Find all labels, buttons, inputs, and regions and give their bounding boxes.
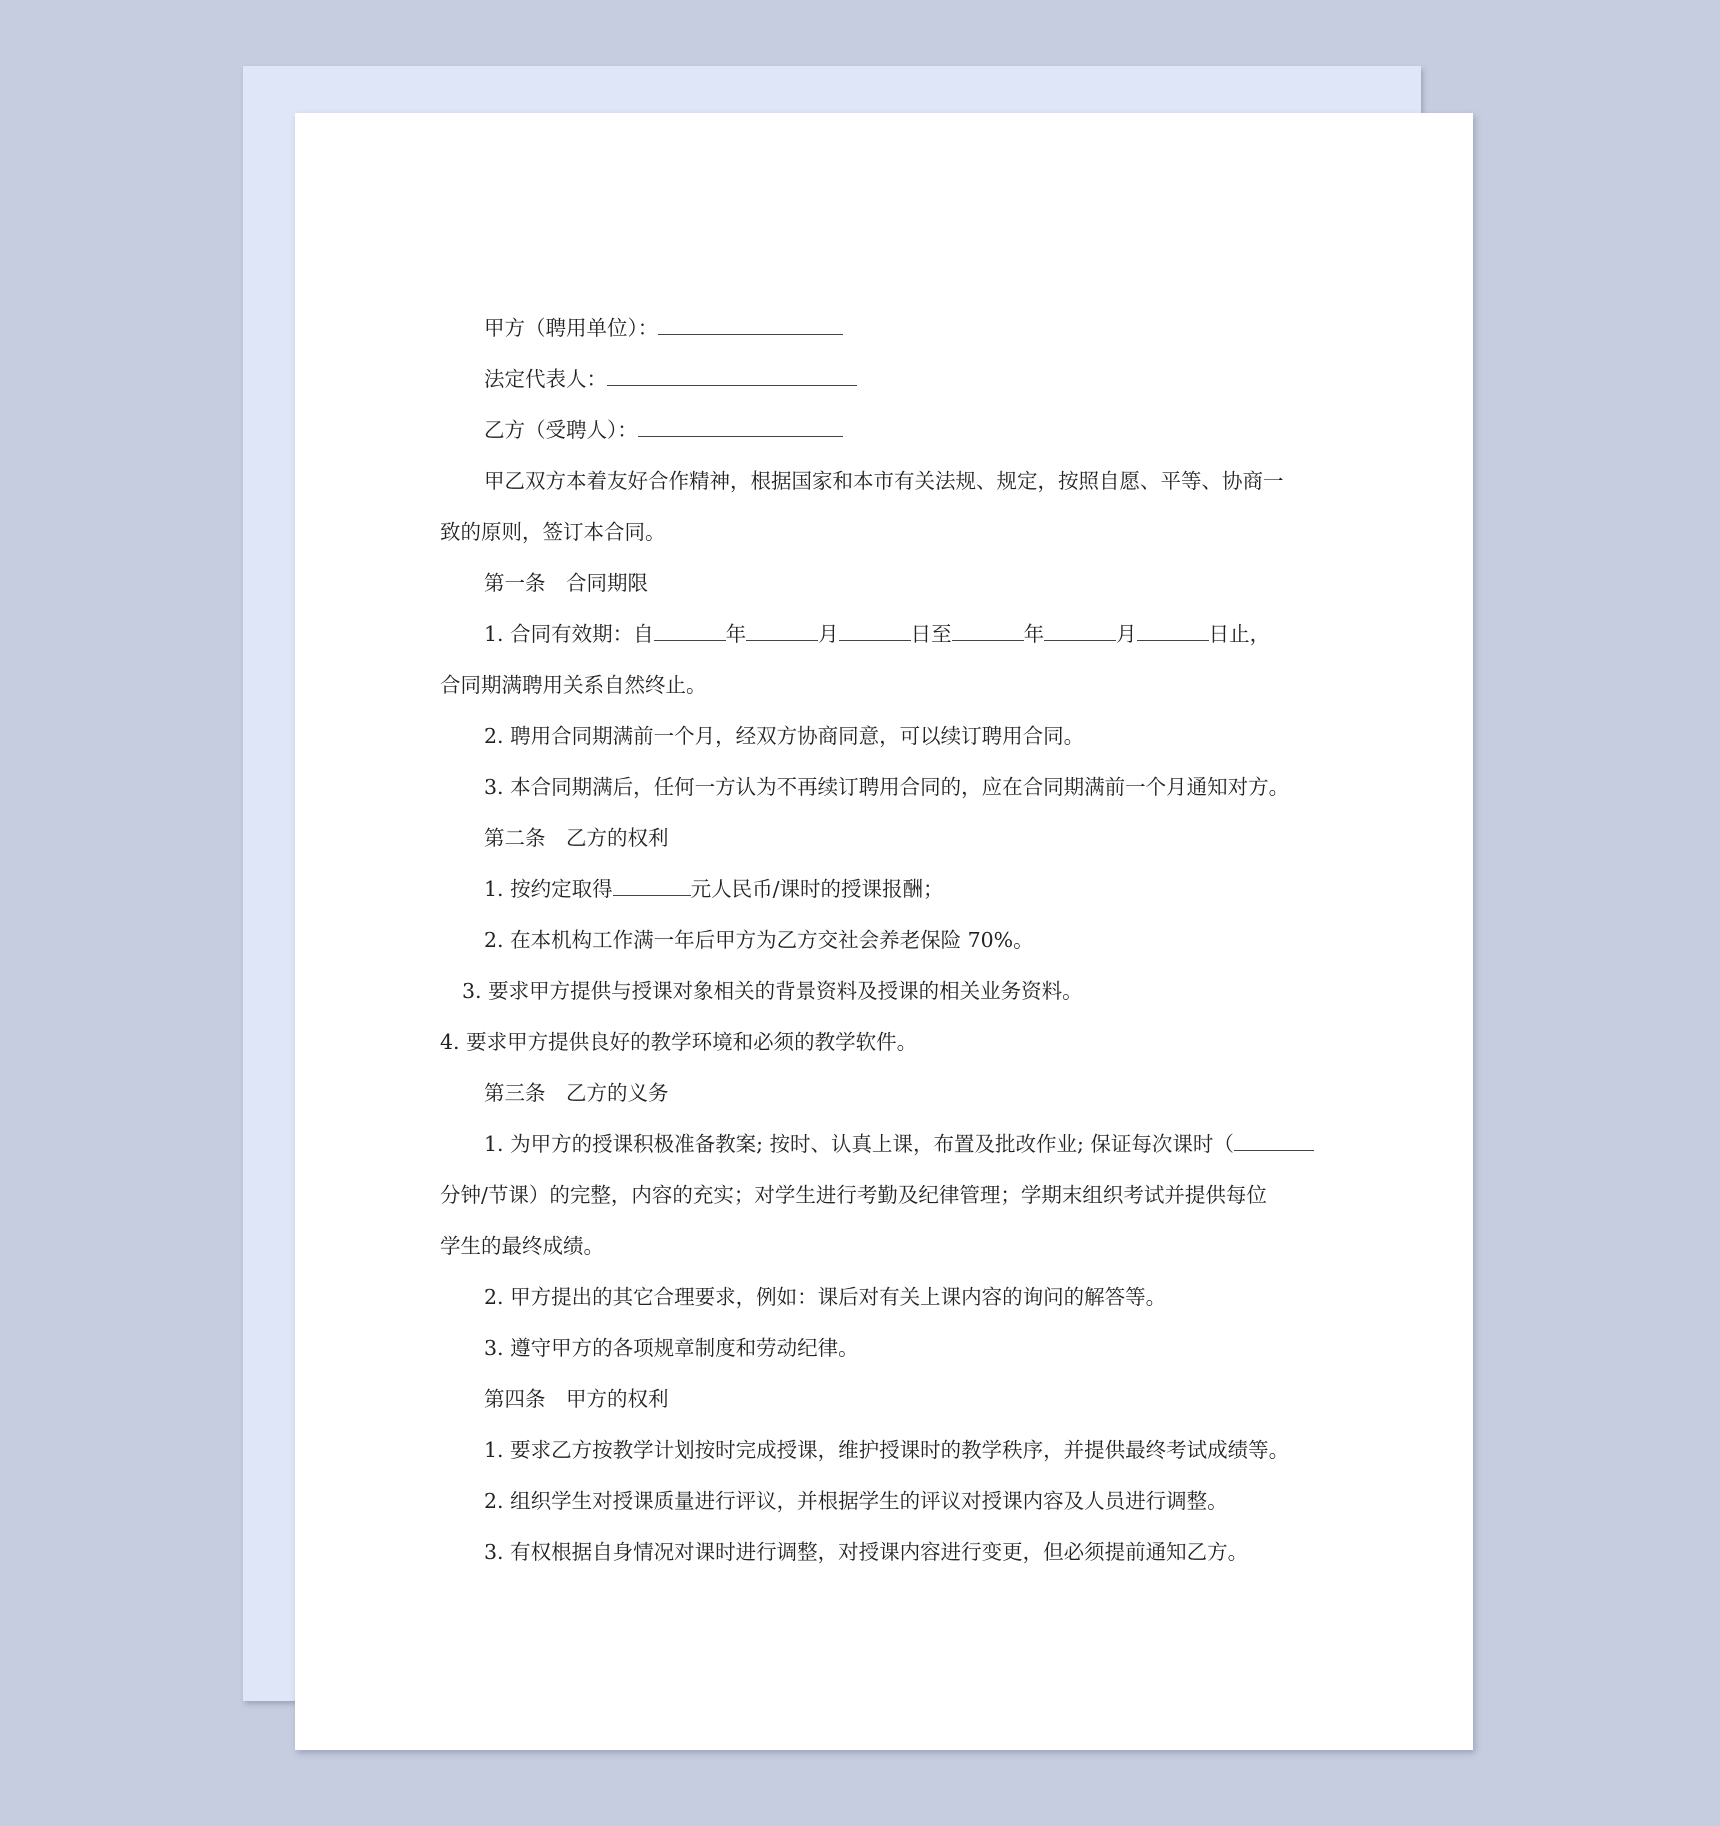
party-b-blank[interactable] bbox=[638, 418, 843, 437]
article-2-item-4: 4. 要求甲方提供良好的教学环境和必须的教学软件。 bbox=[440, 1030, 918, 1054]
party-a-line bbox=[440, 303, 1330, 354]
party-b-line bbox=[440, 405, 1330, 456]
party-a-blank[interactable] bbox=[658, 316, 843, 335]
month-label: 月 bbox=[1116, 622, 1137, 646]
year-label: 年 bbox=[725, 622, 747, 646]
article-4-item-2: 2. 组织学生对授课质量进行评议，并根据学生的评议对授课内容及人员进行调整。 bbox=[484, 1489, 1228, 1513]
start-month-blank[interactable] bbox=[746, 622, 818, 641]
year-label: 年 bbox=[1023, 622, 1045, 646]
legal-rep-line bbox=[440, 354, 1330, 405]
article-2-title: 第二条 乙方的权利 bbox=[484, 826, 669, 850]
intro-line-2: 致的原则，签订本合同。 bbox=[440, 520, 666, 544]
article-3-item-1 bbox=[440, 1119, 1330, 1170]
start-year-blank[interactable] bbox=[654, 622, 726, 641]
fee-label: 1. 按约定取得 bbox=[484, 877, 613, 901]
intro-line-1: 甲乙双方本着友好合作精神，根据国家和本市有关法规、规定，按照自愿、平等、协商一 bbox=[484, 469, 1284, 493]
article-3-item-1-line-2: 分钟/节课）的完整，内容的充实；对学生进行考勤及纪律管理；学期末组织考试并提供每位 bbox=[440, 1183, 1267, 1207]
article-3-item-3: 3. 遵守甲方的各项规章制度和劳动纪律。 bbox=[484, 1336, 859, 1360]
legal-rep-blank[interactable] bbox=[607, 367, 857, 386]
document-page bbox=[295, 113, 1473, 1750]
party-a-label: 甲方（聘用单位）： bbox=[484, 316, 659, 340]
article-1-item-2: 2. 聘用合同期满前一个月，经双方协商同意，可以续订聘用合同。 bbox=[484, 724, 1085, 748]
article-1-item-1-line-2: 合同期满聘用关系自然终止。 bbox=[440, 673, 707, 697]
fee-unit: 元人民币/课时的授课报酬； bbox=[690, 877, 944, 901]
article-4-item-3: 3. 有权根据自身情况对课时进行调整，对授课内容进行变更，但必须提前通知乙方。 bbox=[484, 1540, 1249, 1564]
end-day-blank[interactable] bbox=[1137, 622, 1209, 641]
article-1-item-3: 3. 本合同期满后，任何一方认为不再续订聘用合同的，应在合同期满前一个月通知对方。 bbox=[484, 775, 1290, 799]
day-end-label: 日止， bbox=[1208, 622, 1271, 646]
end-month-blank[interactable] bbox=[1044, 622, 1116, 641]
article-3-item-2: 2. 甲方提出的其它合理要求，例如：课后对有关上课内容的询问的解答等。 bbox=[484, 1285, 1167, 1309]
article-1-item-1 bbox=[440, 609, 1330, 660]
article-2-item-1 bbox=[440, 864, 1330, 915]
article-3-title: 第三条 乙方的义务 bbox=[484, 1081, 669, 1105]
start-day-blank[interactable] bbox=[839, 622, 911, 641]
minutes-blank[interactable] bbox=[1234, 1132, 1314, 1151]
article-3-item-1-line-3: 学生的最终成绩。 bbox=[440, 1234, 604, 1258]
fee-blank[interactable] bbox=[613, 877, 691, 896]
article-1-title: 第一条 合同期限 bbox=[484, 571, 648, 595]
legal-rep-label: 法定代表人： bbox=[484, 367, 607, 391]
day-to-label: 日至 bbox=[910, 622, 952, 646]
contract-body bbox=[440, 303, 1330, 1578]
duty-text: 1. 为甲方的授课积极准备教案; 按时、认真上课，布置及批改作业; 保证每次课时（ bbox=[484, 1132, 1234, 1156]
article-4-title: 第四条 甲方的权利 bbox=[484, 1387, 669, 1411]
article-2-item-3: 3. 要求甲方提供与授课对象相关的背景资料及授课的相关业务资料。 bbox=[462, 979, 1083, 1003]
month-label: 月 bbox=[818, 622, 839, 646]
article-2-item-2: 2. 在本机构工作满一年后甲方为乙方交社会养老保险 70%。 bbox=[484, 928, 1034, 952]
end-year-blank[interactable] bbox=[952, 622, 1024, 641]
article-4-item-1: 1. 要求乙方按教学计划按时完成授课，维护授课时的教学秩序，并提供最终考试成绩等。 bbox=[484, 1438, 1290, 1462]
term-label: 1. 合同有效期：自 bbox=[484, 622, 654, 646]
party-b-label: 乙方（受聘人）： bbox=[484, 418, 638, 442]
